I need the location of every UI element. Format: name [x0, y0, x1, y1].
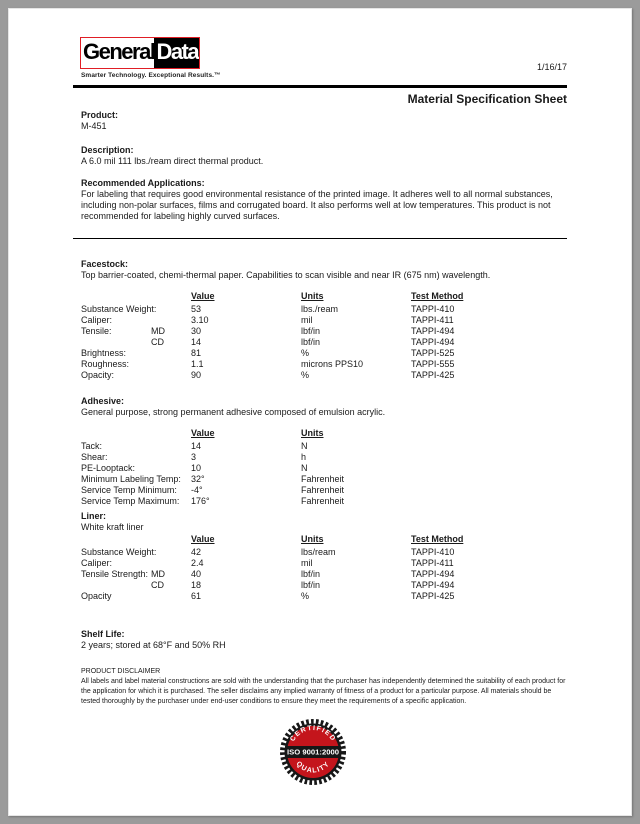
- section-divider: [73, 238, 567, 239]
- section-shelf-life: [81, 629, 567, 651]
- cell-units: lbs/ream: [301, 547, 336, 557]
- liner-heading: Liner:: [81, 511, 107, 521]
- cell-label: Tack:: [81, 441, 103, 451]
- cell-label: Opacity:: [81, 370, 115, 380]
- document-date: 1/16/17: [536, 62, 567, 72]
- iso-certification-seal-icon: [278, 717, 348, 787]
- spec-row: [81, 485, 567, 496]
- cell-sub: CD: [151, 337, 164, 347]
- cell-value: 1.1: [191, 359, 204, 369]
- cell-label: Service Temp Minimum:: [81, 485, 177, 495]
- section-recommended-applications: [81, 178, 567, 222]
- cell-units: Fahrenheit: [301, 485, 345, 495]
- cell-method: TAPPI-555: [411, 359, 455, 369]
- column-header: Test Method: [411, 534, 464, 544]
- cell-label: Roughness:: [81, 359, 130, 369]
- cell-value: 14: [191, 441, 202, 451]
- cell-units: lbf/in: [301, 569, 321, 579]
- cell-units: lbf/in: [301, 326, 321, 336]
- adhesive-text: General purpose, strong permanent adhesive composed of emulsion acrylic.: [81, 407, 386, 417]
- description-heading: Description:: [81, 145, 134, 155]
- cell-units: mil: [301, 558, 313, 568]
- applications-heading: Recommended Applications:: [81, 178, 205, 188]
- cell-units: Fahrenheit: [301, 474, 345, 484]
- cell-units: h: [301, 452, 307, 462]
- logo-tagline: Smarter Technology. Exceptional Results.™: [81, 72, 221, 79]
- cell-units: lbs./ream: [301, 304, 339, 314]
- section-product: [81, 110, 567, 132]
- product-heading: Product:: [81, 110, 118, 120]
- cell-method: TAPPI-425: [411, 370, 455, 380]
- seal-quality-text: QUALITY: [294, 760, 332, 775]
- cell-method: TAPPI-494: [411, 326, 455, 336]
- cell-label: PE-Looptack:: [81, 463, 136, 473]
- cell-label: Shear:: [81, 452, 108, 462]
- cell-value: 32°: [191, 474, 205, 484]
- disclaimer-text: All labels and label material constructions are sold with the understanding that the purchaser has independently determined the suitability of each product for the application for which it is purchased. The seller disclaims any implied warranty of fitness of a product for a particular purpose. All materials should be tested thoroughly by the purchaser under end-user conditions to ensure they meet the requirements of a specific application.: [81, 678, 566, 705]
- page-content: [81, 9, 567, 815]
- spec-row: [81, 558, 567, 569]
- cell-value: 81: [191, 348, 202, 358]
- cell-units: microns PPS10: [301, 359, 364, 369]
- cell-sub: CD: [151, 580, 164, 590]
- facestock-heading: Facestock:: [81, 259, 129, 269]
- table-header-row: [81, 428, 567, 441]
- column-header: Units: [301, 291, 324, 301]
- cell-sub: MD: [151, 569, 165, 579]
- cell-label: Minimum Labeling Temp:: [81, 474, 181, 484]
- liner-text: White kraft liner: [81, 522, 144, 532]
- table-header-row: [81, 534, 567, 547]
- cell-units: N: [301, 441, 308, 451]
- section-liner: [81, 511, 567, 602]
- section-facestock: [81, 259, 567, 381]
- cell-value: 176°: [191, 496, 210, 506]
- cell-method: TAPPI-410: [411, 547, 455, 557]
- logo-text-general: General: [81, 38, 154, 68]
- cell-label: Substance Weight:: [81, 547, 157, 557]
- column-header: Value: [191, 291, 215, 301]
- liner-table: [81, 534, 567, 602]
- disclaimer-heading: PRODUCT DISCLAIMER: [81, 668, 161, 675]
- cell-method: TAPPI-494: [411, 569, 455, 579]
- cell-value: -4°: [191, 485, 203, 495]
- cell-value: 2.4: [191, 558, 204, 568]
- cell-value: 42: [191, 547, 202, 557]
- spec-row: [81, 359, 567, 370]
- cell-units: %: [301, 591, 310, 601]
- spec-sheet-page: [8, 8, 632, 816]
- cell-method: TAPPI-494: [411, 337, 455, 347]
- facestock-table: [81, 291, 567, 381]
- cell-label: Caliper:: [81, 558, 113, 568]
- spec-row: [81, 337, 567, 348]
- cell-value: 61: [191, 591, 202, 601]
- column-header: Test Method: [411, 291, 464, 301]
- cell-method: TAPPI-525: [411, 348, 455, 358]
- column-header: Units: [301, 534, 324, 544]
- cell-units: Fahrenheit: [301, 496, 345, 506]
- spec-row: [81, 496, 567, 507]
- cell-label: Tensile:: [81, 326, 112, 336]
- column-header: Value: [191, 534, 215, 544]
- cell-method: TAPPI-411: [411, 315, 454, 325]
- cell-units: N: [301, 463, 308, 473]
- cell-value: 30: [191, 326, 202, 336]
- cell-method: TAPPI-425: [411, 591, 455, 601]
- spec-row: [81, 463, 567, 474]
- cell-value: 53: [191, 304, 202, 314]
- spec-row: [81, 452, 567, 463]
- cell-units: %: [301, 370, 310, 380]
- section-adhesive: [81, 396, 567, 507]
- cell-label: Opacity: [81, 591, 112, 601]
- adhesive-heading: Adhesive:: [81, 396, 125, 406]
- logo-text-data: Data: [154, 38, 200, 68]
- spec-row: [81, 547, 567, 558]
- product-value: M-451: [81, 121, 107, 131]
- shelf-life-text: 2 years; stored at 68°F and 50% RH: [81, 640, 226, 650]
- spec-row: [81, 580, 567, 591]
- table-header-row: [81, 291, 567, 304]
- facestock-text: Top barrier-coated, chemi-thermal paper. Capabilities to scan visible and near IR (675 nm) wavelength.: [81, 270, 491, 280]
- seal-certified-text: CERTIFIED: [289, 724, 337, 743]
- spec-row: [81, 326, 567, 337]
- cell-method: TAPPI-411: [411, 558, 454, 568]
- section-description: [81, 145, 567, 167]
- cell-sub: MD: [151, 326, 165, 336]
- cell-method: TAPPI-410: [411, 304, 455, 314]
- section-product-disclaimer: [81, 667, 567, 707]
- applications-text: For labeling that requires good environmental resistance of the printed image. It adheres well to all normal substances, including non-polar surfaces, films and corrugated board. It also performs well at low temperatures. This product is not recommended for labeling highly curved surfaces.: [81, 189, 553, 221]
- seal-iso-text: ISO 9001:2000: [287, 749, 340, 757]
- spec-row: [81, 441, 567, 452]
- cell-value: 18: [191, 580, 202, 590]
- cell-value: 10: [191, 463, 202, 473]
- description-text: A 6.0 mil 111 lbs./ream direct thermal product.: [81, 156, 264, 166]
- cell-units: mil: [301, 315, 313, 325]
- cell-label: Substance Weight:: [81, 304, 157, 314]
- spec-row: [81, 370, 567, 381]
- cell-label: Caliper:: [81, 315, 113, 325]
- cell-units: %: [301, 348, 310, 358]
- page-title: Material Specification Sheet: [407, 92, 567, 106]
- cell-units: lbf/in: [301, 337, 321, 347]
- cell-value: 90: [191, 370, 202, 380]
- cell-value: 14: [191, 337, 202, 347]
- spec-row: [81, 315, 567, 326]
- general-data-logo: [80, 37, 200, 69]
- column-header: Value: [191, 428, 215, 438]
- cell-label: Service Temp Maximum:: [81, 496, 180, 506]
- cell-value: 3.10: [191, 315, 209, 325]
- column-header: Units: [301, 428, 324, 438]
- spec-row: [81, 569, 567, 580]
- spec-row: [81, 474, 567, 485]
- cell-value: 40: [191, 569, 202, 579]
- cell-method: TAPPI-494: [411, 580, 455, 590]
- adhesive-table: [81, 428, 567, 507]
- spec-row: [81, 348, 567, 359]
- cell-units: lbf/in: [301, 580, 321, 590]
- spec-row: [81, 591, 567, 602]
- shelf-life-heading: Shelf Life:: [81, 629, 125, 639]
- spec-row: [81, 304, 567, 315]
- cell-label: Tensile Strength:: [81, 569, 149, 579]
- cell-value: 3: [191, 452, 197, 462]
- cell-label: Brightness:: [81, 348, 127, 358]
- header-divider: [73, 85, 567, 88]
